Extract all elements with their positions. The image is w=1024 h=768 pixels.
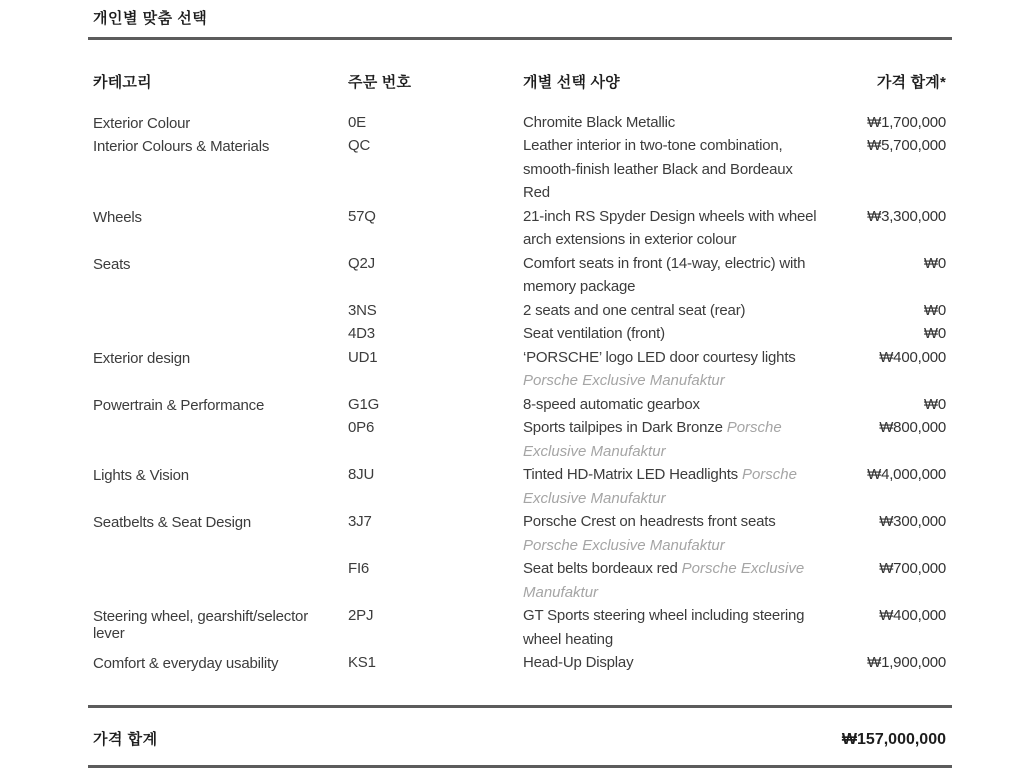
- order-code-cell: QC: [348, 137, 371, 154]
- category-cell: Steering wheel, gearshift/selector lever: [93, 608, 308, 642]
- option-desc-text: 21-inch RS Spyder Design wheels with wheel arch extensions in exterior colour: [523, 207, 817, 248]
- option-desc-text: 2 seats and one central seat (rear): [523, 301, 746, 319]
- page-title: 개인별 맞춤 선택: [93, 10, 208, 27]
- option-desc-text: Leather interior in two-tone combination, smooth-finish leather Black and Bordeaux Red: [523, 137, 793, 201]
- order-code-cell: UD1: [348, 348, 378, 366]
- exclusive-manufaktur-note: Porsche Exclusive Manufaktur: [523, 419, 782, 460]
- option-desc-cell: [523, 416, 825, 463]
- order-code-cell: FI6: [348, 560, 370, 577]
- option-desc-text: Sports tailpipes in Dark Bronze: [523, 419, 723, 436]
- category-cell: Lights & Vision: [93, 467, 189, 484]
- order-code-cell: 4D3: [348, 325, 375, 342]
- option-desc-cell: [523, 651, 825, 675]
- header-price: 가격 합계*: [876, 74, 946, 91]
- option-desc-text: Head-Up Display: [523, 654, 634, 671]
- option-desc-cell: [523, 111, 825, 135]
- option-desc-text: 8-speed automatic gearbox: [523, 395, 700, 413]
- category-cell: Exterior design: [93, 349, 191, 367]
- option-desc-text: Seat ventilation (front): [523, 325, 665, 342]
- price-cell: ₩0: [923, 325, 946, 342]
- option-desc-cell: [523, 346, 825, 393]
- category-cell: Seatbelts & Seat Design: [93, 514, 251, 531]
- price-cell: ₩0: [923, 254, 946, 272]
- option-desc-cell: [523, 134, 825, 205]
- order-code-cell: 2PJ: [348, 607, 374, 624]
- header-order-no: 주문 번호: [348, 74, 412, 91]
- header-category: 카테고리: [93, 74, 152, 91]
- exclusive-manufaktur-note: Porsche Exclusive Manufaktur: [523, 372, 725, 389]
- category-cell: Interior Colours & Materials: [93, 138, 270, 155]
- option-desc-cell: [523, 393, 825, 417]
- option-desc-text: Chromite Black Metallic: [523, 113, 676, 131]
- option-desc-text: Porsche Crest on headrests front seats: [523, 513, 776, 530]
- option-desc-cell: [523, 557, 825, 604]
- order-code-cell: 0P6: [348, 419, 375, 436]
- price-cell: ₩0: [923, 395, 946, 413]
- price-cell: ₩300,000: [879, 513, 946, 530]
- option-desc-cell: [523, 604, 825, 651]
- total-row: [93, 708, 946, 765]
- option-desc-cell: [523, 299, 825, 323]
- option-desc-text: ‘PORSCHE’ logo LED door courtesy lights: [523, 348, 796, 366]
- price-cell: ₩5,700,000: [867, 137, 946, 154]
- price-cell: ₩800,000: [879, 419, 946, 436]
- exclusive-manufaktur-note: Porsche Exclusive Manufaktur: [523, 536, 725, 554]
- price-cell: ₩0: [923, 301, 946, 319]
- order-code-cell: 3J7: [348, 513, 372, 530]
- price-cell: ₩4,000,000: [867, 466, 946, 483]
- option-desc-text: GT Sports steering wheel including steering wheel heating: [523, 607, 805, 648]
- title-divider: [88, 37, 952, 40]
- category-cell: Exterior Colour: [93, 114, 191, 132]
- category-cell: [93, 322, 348, 346]
- option-desc-cell: [523, 205, 825, 252]
- order-code-cell: Q2J: [348, 254, 375, 272]
- option-desc-text: Seat belts bordeaux red: [523, 560, 678, 577]
- price-cell: ₩700,000: [879, 560, 946, 577]
- option-desc-cell: [523, 510, 825, 557]
- exclusive-manufaktur-note: Porsche Exclusive Manufaktur: [523, 560, 805, 601]
- options-table: [93, 71, 946, 675]
- option-desc-text: Tinted HD-Matrix LED Headlights: [523, 466, 738, 483]
- category-cell: Wheels: [93, 208, 142, 226]
- total-label: 가격 합계: [93, 731, 158, 748]
- total-section: [93, 705, 946, 768]
- total-amount: ₩157,000,000: [841, 731, 946, 748]
- price-cell: ₩1,900,000: [867, 654, 946, 671]
- order-code-cell: 0E: [348, 113, 366, 131]
- order-code-cell: 8JU: [348, 466, 375, 483]
- order-code-cell: 57Q: [348, 207, 376, 225]
- category-cell: [93, 299, 348, 323]
- price-cell: ₩3,300,000: [867, 207, 946, 225]
- option-desc-cell: [523, 252, 825, 299]
- header-option: 개별 선택 사양: [523, 74, 620, 91]
- order-code-cell: G1G: [348, 395, 380, 413]
- category-cell: Comfort & everyday usability: [93, 655, 279, 672]
- category-cell: [93, 416, 348, 463]
- option-desc-cell: [523, 463, 825, 510]
- category-cell: Seats: [93, 255, 131, 273]
- category-cell: Powertrain & Performance: [93, 396, 265, 414]
- option-desc-text: Comfort seats in front (14-way, electric) with memory package: [523, 254, 806, 295]
- price-cell: ₩400,000: [879, 607, 946, 624]
- price-cell: ₩400,000: [879, 348, 946, 366]
- order-code-cell: 3NS: [348, 301, 377, 319]
- option-desc-cell: [523, 322, 825, 346]
- price-cell: ₩1,700,000: [867, 113, 946, 131]
- order-code-cell: KS1: [348, 654, 376, 671]
- category-cell: [93, 557, 348, 604]
- exclusive-manufaktur-note: Porsche Exclusive Manufaktur: [523, 466, 797, 507]
